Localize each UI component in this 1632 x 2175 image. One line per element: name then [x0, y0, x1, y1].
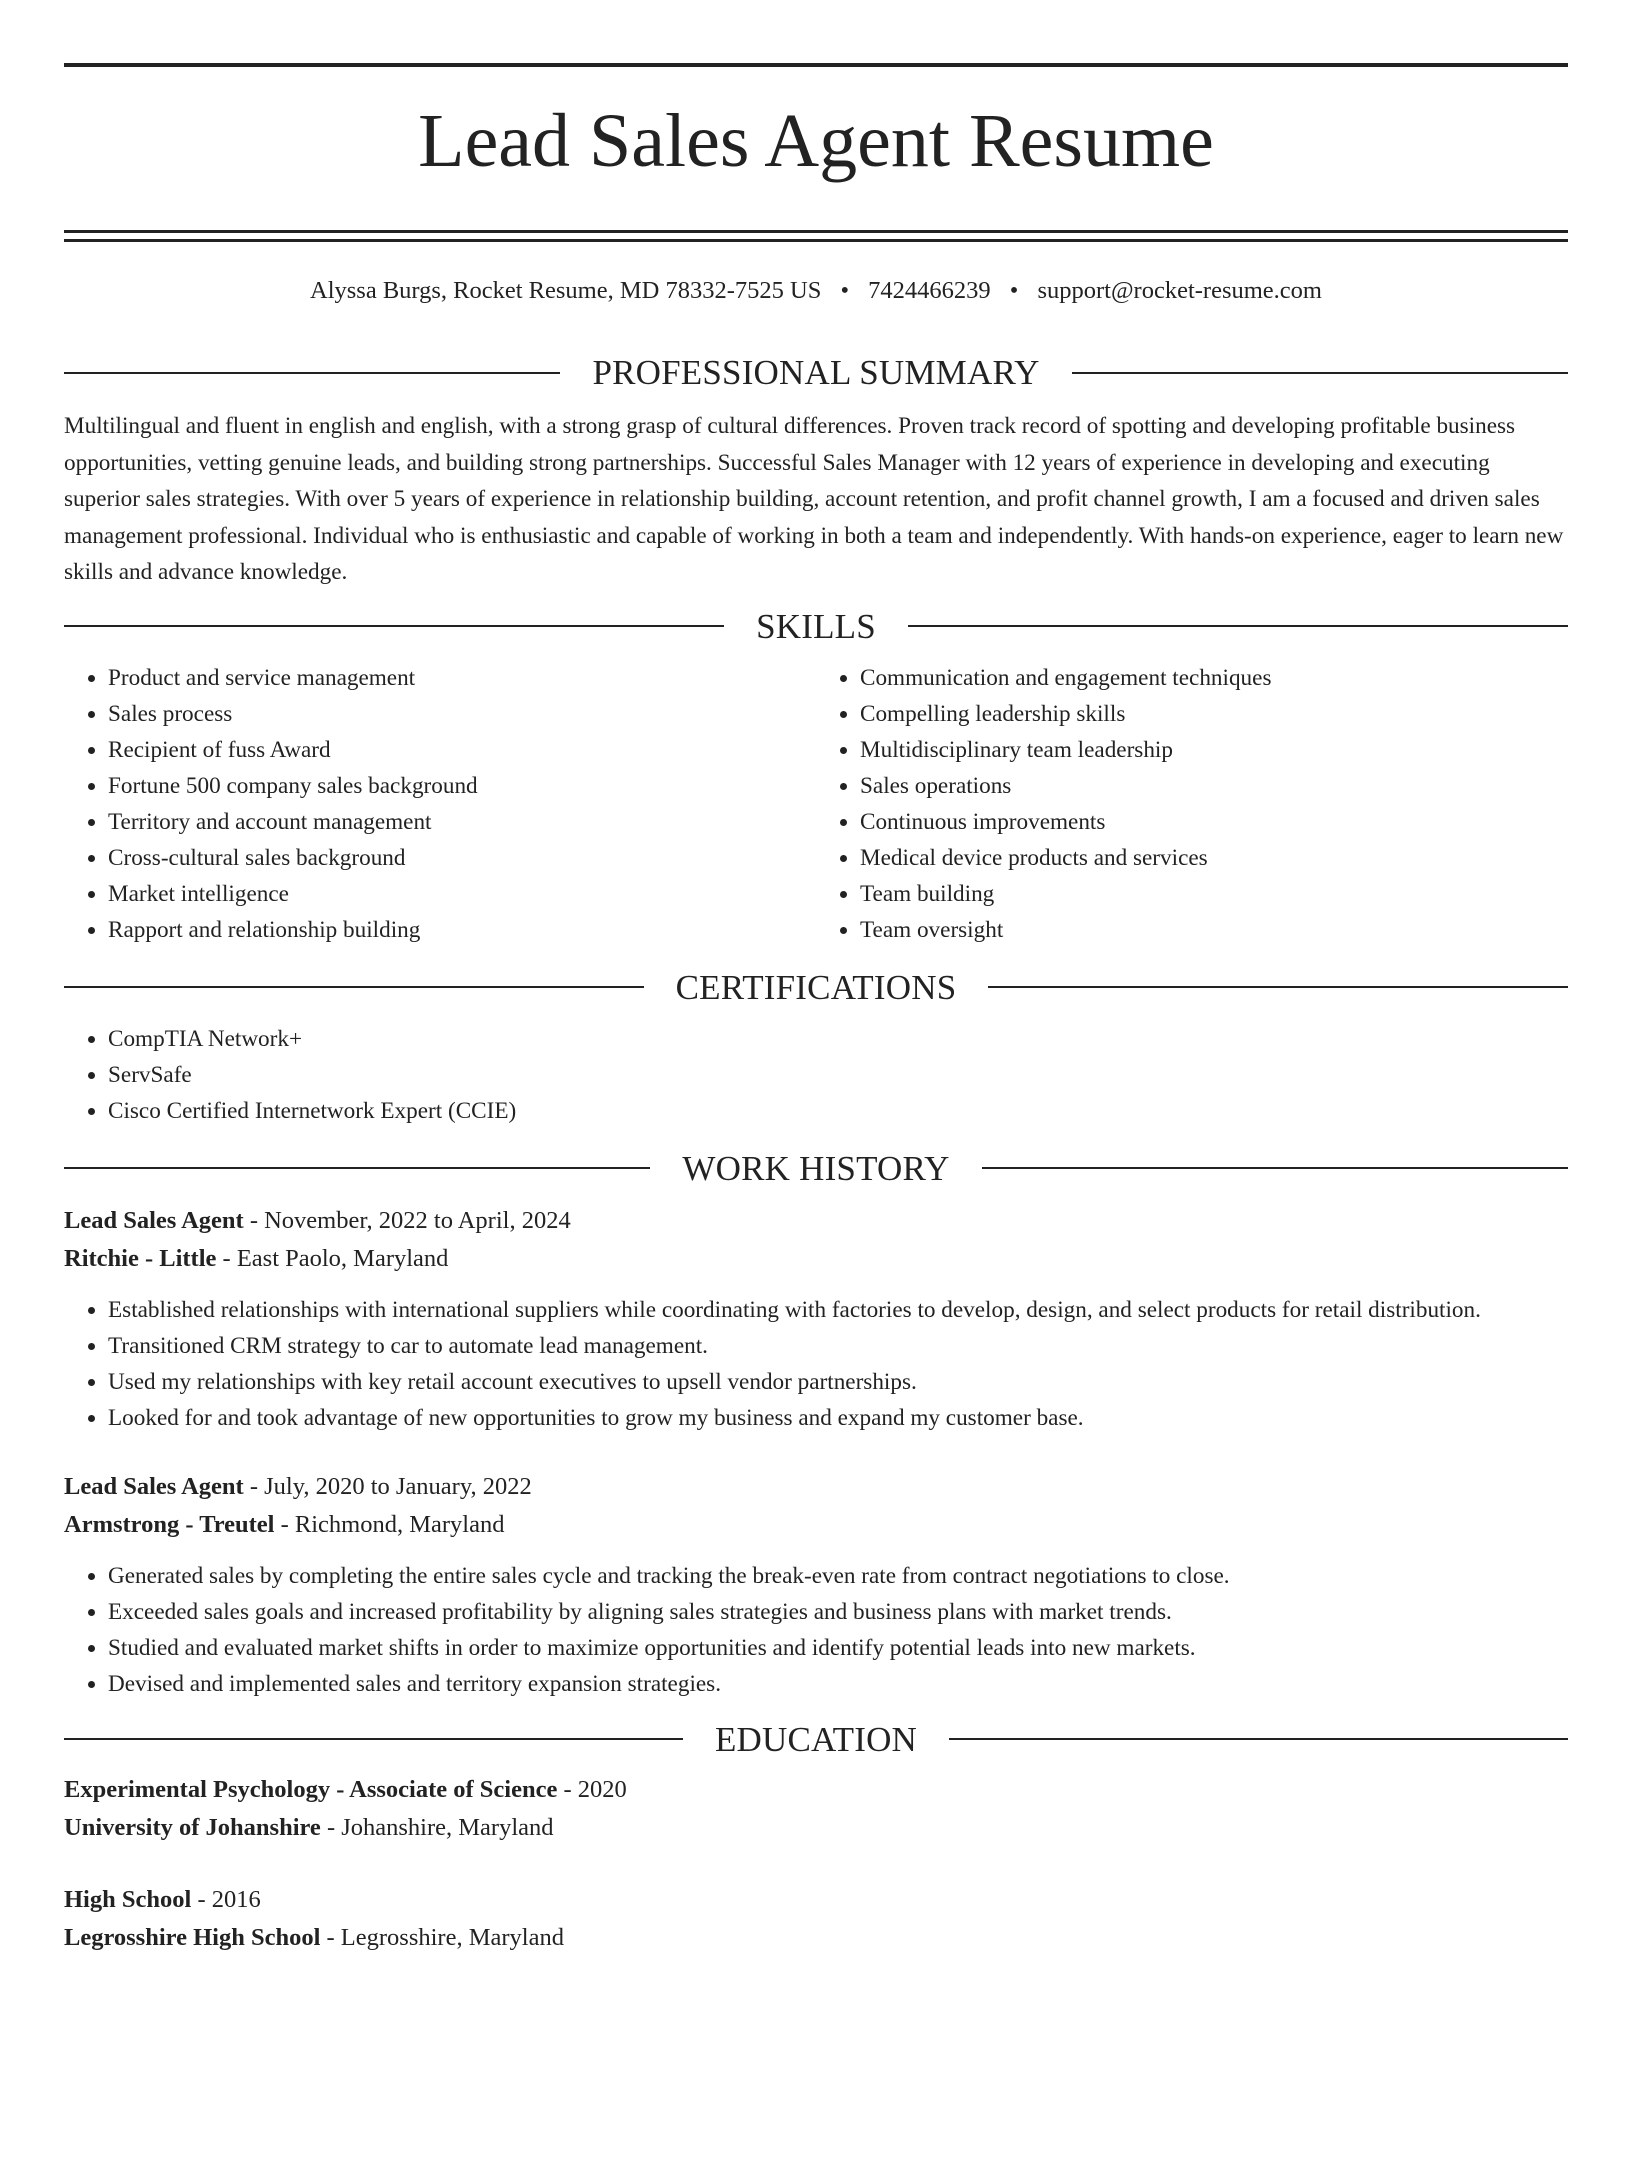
- job-location: - East Paolo, Maryland: [216, 1244, 449, 1272]
- list-item: • Product and service management: [108, 660, 816, 696]
- job-dates: - November, 2022 to April, 2024: [243, 1206, 571, 1234]
- contact-line: [64, 276, 1568, 305]
- list-item: • Team oversight: [860, 912, 1568, 948]
- list-item: • Sales operations: [860, 768, 1568, 804]
- resume-title: Lead Sales Agent Resume: [418, 99, 1214, 183]
- education-school-line: [64, 1919, 1568, 1957]
- contact-email: support@rocket-resume.com: [1037, 276, 1322, 304]
- contact-separator: •: [1009, 276, 1019, 304]
- job-employer-line: [64, 1240, 1568, 1278]
- job-entry: [64, 1202, 1568, 1436]
- education-year: - 2020: [557, 1775, 627, 1803]
- list-item: • Recipient of fuss Award: [108, 732, 816, 768]
- certifications-list: [64, 1021, 1568, 1129]
- list-item: • Cross-cultural sales background: [108, 840, 816, 876]
- job-title: Lead Sales Agent: [64, 1472, 244, 1500]
- education-entry: [64, 1771, 1568, 1847]
- list-item: • Studied and evaluated market shifts in order to maximize opportunities and identify potential leads into new markets.: [108, 1630, 1568, 1666]
- list-item: • Cisco Certified Internetwork Expert (CCIE): [108, 1093, 1568, 1129]
- section-heading-label: EDUCATION: [714, 1719, 918, 1759]
- job-title-line: [64, 1468, 1568, 1506]
- list-item: • ServSafe: [108, 1057, 1568, 1093]
- education-school: Legrosshire High School: [64, 1923, 321, 1951]
- list-item: • Exceeded sales goals and increased profitability by aligning sales strategies and business plans with market trends.: [108, 1594, 1568, 1630]
- education-location: - Legrosshire, Maryland: [320, 1923, 564, 1951]
- section-heading-skills: [64, 606, 1568, 646]
- education-year: - 2016: [191, 1885, 261, 1913]
- education-location: - Johanshire, Maryland: [320, 1813, 554, 1841]
- list-item: • Used my relationships with key retail account executives to upsell vendor partnerships.: [108, 1364, 1568, 1400]
- section-heading-label: SKILLS: [756, 606, 876, 646]
- section-heading-label: PROFESSIONAL SUMMARY: [592, 353, 1040, 393]
- skills-list-right: [816, 660, 1568, 948]
- section-heading-label: CERTIFICATIONS: [675, 967, 957, 1007]
- education-school-line: [64, 1809, 1568, 1847]
- list-item: • CompTIA Network+: [108, 1021, 1568, 1057]
- list-item: • Compelling leadership skills: [860, 696, 1568, 732]
- list-item: • Multidisciplinary team leadership: [860, 732, 1568, 768]
- skills-grid: [64, 660, 1568, 948]
- education-degree-line: [64, 1771, 1568, 1809]
- section-heading-education: [64, 1719, 1568, 1759]
- list-item: • Market intelligence: [108, 876, 816, 912]
- job-bullets: [64, 1292, 1568, 1436]
- list-item: • Territory and account management: [108, 804, 816, 840]
- education-entry: [64, 1881, 1568, 1957]
- list-item: • Communication and engagement techniques: [860, 660, 1568, 696]
- list-item: • Sales process: [108, 696, 816, 732]
- list-item: • Transitioned CRM strategy to car to automate lead management.: [108, 1328, 1568, 1364]
- job-title-line: [64, 1202, 1568, 1240]
- list-item: • Generated sales by completing the entire sales cycle and tracking the break-even rate from contract negotiations to close.: [108, 1558, 1568, 1594]
- section-heading-summary: [64, 353, 1568, 393]
- contact-phone: 7424466239: [868, 276, 991, 304]
- contact-separator: •: [840, 276, 850, 304]
- education-degree: High School: [64, 1885, 192, 1913]
- section-heading-work-history: [64, 1148, 1568, 1188]
- job-bullets: [64, 1558, 1568, 1702]
- job-employer: Ritchie - Little: [64, 1244, 217, 1272]
- education-degree-line: [64, 1881, 1568, 1919]
- section-heading-certifications: [64, 967, 1568, 1007]
- list-item: • Devised and implemented sales and territory expansion strategies.: [108, 1666, 1568, 1702]
- education-degree: Experimental Psychology - Associate of Science: [64, 1775, 558, 1803]
- title-double-rule: [64, 230, 1568, 242]
- list-item: • Fortune 500 company sales background: [108, 768, 816, 804]
- list-item: • Team building: [860, 876, 1568, 912]
- list-item: • Medical device products and services: [860, 840, 1568, 876]
- list-item: • Looked for and took advantage of new opportunities to grow my business and expand my customer base.: [108, 1400, 1568, 1436]
- skills-list-left: [64, 660, 816, 948]
- job-location: - Richmond, Maryland: [274, 1510, 505, 1538]
- job-employer-line: [64, 1506, 1568, 1544]
- list-item: • Rapport and relationship building: [108, 912, 816, 948]
- summary-text: Multilingual and fluent in english and english, with a strong grasp of cultural differences. Proven track record of spotting and developing profitable business opportunities, vetting genuine leads, and building strong partnerships. Successful Sales Manager with 12 years of experience in developing and executing superior sales strategies. With over 5 years of experience in relationship building, account retention, and profit channel growth, I am a focused and driven sales management professional. Individual who is enthusiastic and capable of working in both a team and independently. With hands-on experience, eager to learn new skills and advance knowledge.: [64, 413, 1564, 586]
- education-school: University of Johanshire: [64, 1813, 321, 1841]
- list-item: • Continuous improvements: [860, 804, 1568, 840]
- top-rule: [64, 63, 1568, 67]
- contact-address: Alyssa Burgs, Rocket Resume, MD 78332-7525 US: [310, 276, 822, 304]
- job-dates: - July, 2020 to January, 2022: [243, 1472, 532, 1500]
- list-item: • Established relationships with international suppliers while coordinating with factories to develop, design, and select products for retail distribution.: [108, 1292, 1568, 1328]
- job-title: Lead Sales Agent: [64, 1206, 244, 1234]
- job-employer: Armstrong - Treutel: [64, 1510, 275, 1538]
- job-entry: [64, 1468, 1568, 1702]
- section-heading-label: WORK HISTORY: [682, 1148, 950, 1188]
- resume-page: [0, 63, 1632, 2175]
